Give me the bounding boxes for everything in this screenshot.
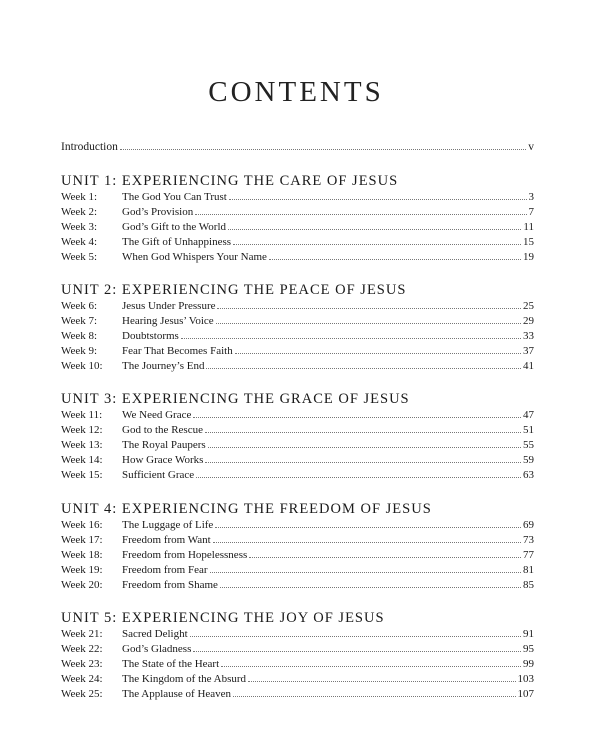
toc-entry-introduction[interactable] [61, 140, 534, 154]
entry-title: Freedom from Fear [122, 564, 208, 576]
introduction-label: Introduction [61, 141, 118, 153]
page-number: 85 [523, 579, 534, 591]
page-number: 15 [523, 236, 534, 248]
week-label: Week 8: [61, 330, 98, 342]
dot-leader [220, 587, 521, 588]
entry-title: The God You Can Trust [122, 191, 227, 203]
page-number: 11 [523, 221, 534, 233]
page-number: 81 [523, 564, 534, 576]
toc-entry[interactable] [61, 672, 534, 687]
week-label: Week 18: [61, 549, 103, 561]
week-label: Week 22: [61, 643, 103, 655]
entry-title: God’s Gladness [122, 643, 192, 655]
week-label: Week 12: [61, 424, 103, 436]
toc-entry[interactable] [61, 423, 534, 438]
entry-title: Sufficient Grace [122, 469, 195, 481]
toc-entry[interactable] [61, 468, 534, 483]
entry-title: We Need Grace [122, 409, 192, 421]
dot-leader [193, 651, 521, 652]
page-number: 55 [523, 439, 534, 451]
week-label: Week 17: [61, 534, 103, 546]
entry-title: The Kingdom of the Absurd [122, 673, 247, 685]
entry-title: The Journey’s End [122, 360, 205, 372]
dot-leader [216, 323, 521, 324]
dot-leader [248, 681, 515, 682]
week-label: Week 5: [61, 251, 98, 263]
entry-title: The State of the Heart [122, 658, 220, 670]
unit-3 [61, 390, 534, 483]
unit-heading: UNIT 5: EXPERIENCING THE JOY OF JESUS [61, 610, 385, 626]
dot-leader [217, 308, 521, 309]
dot-leader [249, 557, 521, 558]
entry-title: The Applause of Heaven [122, 688, 232, 700]
page-number: 33 [523, 330, 534, 342]
week-label: Week 23: [61, 658, 103, 670]
week-label: Week 21: [61, 628, 103, 640]
dot-leader [195, 214, 526, 215]
week-label: Week 1: [61, 191, 98, 203]
unit-2 [61, 281, 534, 374]
toc-entry[interactable] [61, 314, 534, 329]
week-label: Week 25: [61, 688, 103, 700]
entry-title: God’s Provision [122, 206, 194, 218]
page-number: 99 [523, 658, 534, 670]
week-label: Week 19: [61, 564, 103, 576]
entry-title: The Royal Paupers [122, 439, 206, 451]
unit-5 [61, 609, 534, 702]
dot-leader [193, 417, 521, 418]
page-number: 103 [517, 673, 534, 685]
dot-leader [190, 636, 521, 637]
introduction-page: v [528, 141, 534, 153]
toc-entry[interactable] [61, 657, 534, 672]
dot-leader [233, 696, 515, 697]
dot-leader [229, 199, 527, 200]
dot-leader [120, 149, 526, 150]
week-label: Week 3: [61, 221, 98, 233]
page-number: 29 [523, 315, 534, 327]
page-number: 107 [517, 688, 534, 700]
toc-entry[interactable] [61, 205, 534, 220]
entry-title: The Luggage of Life [122, 519, 214, 531]
page-number: 73 [523, 534, 534, 546]
week-label: Week 15: [61, 469, 103, 481]
dot-leader [210, 572, 521, 573]
page-number: 7 [528, 206, 534, 218]
page-number: 3 [528, 191, 534, 203]
toc-entry[interactable] [61, 359, 534, 374]
dot-leader [269, 259, 521, 260]
dot-leader [213, 542, 521, 543]
week-label: Week 16: [61, 519, 103, 531]
week-label: Week 4: [61, 236, 98, 248]
toc-entry[interactable] [61, 563, 534, 578]
week-label: Week 7: [61, 315, 98, 327]
dot-leader [206, 368, 521, 369]
entry-title: Sacred Delight [122, 628, 188, 640]
week-label: Week 10: [61, 360, 103, 372]
entry-title: Hearing Jesus’ Voice [122, 315, 214, 327]
entry-title: God to the Rescue [122, 424, 203, 436]
dot-leader [181, 338, 521, 339]
week-label: Week 14: [61, 454, 103, 466]
dot-leader [235, 353, 521, 354]
toc-entry[interactable] [61, 642, 534, 657]
entry-title: The Gift of Unhappiness [122, 236, 232, 248]
page-number: 25 [523, 300, 534, 312]
unit-heading: UNIT 4: EXPERIENCING THE FREEDOM OF JESUS [61, 501, 432, 517]
toc-entry[interactable] [61, 548, 534, 563]
unit-4 [61, 500, 534, 593]
entry-title: Doubtstorms [122, 330, 179, 342]
week-label: Week 2: [61, 206, 98, 218]
entry-title: Freedom from Hopelessness [122, 549, 248, 561]
dot-leader [208, 447, 521, 448]
page-number: 63 [523, 469, 534, 481]
page-number: 19 [523, 251, 534, 263]
page-number: 37 [523, 345, 534, 357]
page-title: CONTENTS [208, 76, 384, 108]
toc-entry[interactable] [61, 250, 534, 265]
dot-leader [205, 432, 521, 433]
week-label: Week 9: [61, 345, 98, 357]
entry-title: When God Whispers Your Name [122, 251, 267, 263]
unit-heading: UNIT 1: EXPERIENCING THE CARE OF JESUS [61, 173, 399, 189]
week-label: Week 13: [61, 439, 103, 451]
toc-entry[interactable] [61, 408, 534, 423]
unit-1 [61, 172, 534, 265]
entry-title: How Grace Works [122, 454, 204, 466]
page-number: 69 [523, 519, 534, 531]
week-label: Week 24: [61, 673, 103, 685]
dot-leader [233, 244, 521, 245]
toc-entry[interactable] [61, 578, 534, 593]
toc-entry[interactable] [61, 190, 534, 205]
entry-title: Fear That Becomes Faith [122, 345, 233, 357]
dot-leader [228, 229, 521, 230]
page-number: 47 [523, 409, 534, 421]
toc-entry[interactable] [61, 687, 534, 702]
page-number: 41 [523, 360, 534, 372]
page-number: 59 [523, 454, 534, 466]
page-number: 77 [523, 549, 534, 561]
unit-heading: UNIT 2: EXPERIENCING THE PEACE OF JESUS [61, 282, 407, 298]
week-label: Week 6: [61, 300, 98, 312]
page-number: 51 [523, 424, 534, 436]
dot-leader [196, 477, 521, 478]
toc-entry[interactable] [61, 627, 534, 642]
entry-title: Freedom from Shame [122, 579, 218, 591]
week-label: Week 20: [61, 579, 103, 591]
entry-title: God’s Gift to the World [122, 221, 227, 233]
toc-entry[interactable] [61, 220, 534, 235]
dot-leader [205, 462, 521, 463]
week-label: Week 11: [61, 409, 103, 421]
toc-entry[interactable] [61, 235, 534, 250]
dot-leader [215, 527, 521, 528]
toc-entry[interactable] [61, 453, 534, 468]
entry-title: Freedom from Want [122, 534, 211, 546]
page-number: 95 [523, 643, 534, 655]
dot-leader [221, 666, 521, 667]
toc-entry[interactable] [61, 518, 534, 533]
page-number: 91 [523, 628, 534, 640]
entry-title: Jesus Under Pressure [122, 300, 216, 312]
toc-entry[interactable] [61, 344, 534, 359]
toc-entry[interactable] [61, 299, 534, 314]
toc-entry[interactable] [61, 329, 534, 344]
toc-entry[interactable] [61, 533, 534, 548]
toc-entry[interactable] [61, 438, 534, 453]
unit-heading: UNIT 3: EXPERIENCING THE GRACE OF JESUS [61, 391, 410, 407]
